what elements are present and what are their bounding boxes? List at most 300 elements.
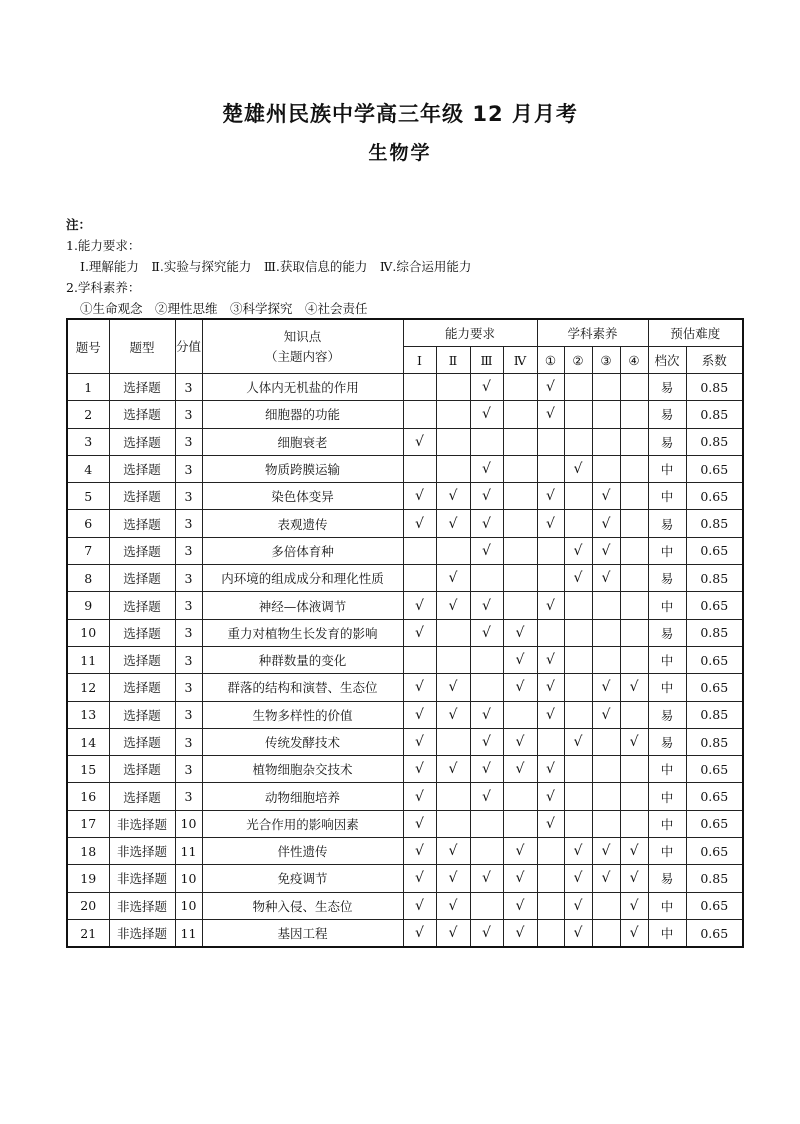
ability-mark-3: √	[470, 756, 503, 783]
literacy-mark-4	[620, 455, 648, 482]
row-level: 中	[648, 892, 686, 919]
row-score: 3	[175, 701, 202, 728]
ability-mark-3: √	[470, 783, 503, 810]
ability-mark-1	[403, 455, 436, 482]
ability-mark-2: √	[436, 592, 470, 619]
row-type: 选择题	[109, 401, 175, 428]
table-row	[67, 810, 743, 837]
ability-mark-3	[470, 810, 503, 837]
ability-mark-4	[503, 428, 537, 455]
ability-mark-2	[436, 401, 470, 428]
header-literacy-3: ③	[592, 347, 620, 374]
ability-list: Ⅰ.理解能力 Ⅱ.实验与探究能力 Ⅲ.获取信息的能力 Ⅳ.综合运用能力	[80, 259, 472, 274]
table-row	[67, 374, 743, 401]
ability-mark-2	[436, 374, 470, 401]
row-num: 14	[67, 728, 109, 755]
literacy-mark-3	[592, 646, 620, 673]
row-score: 3	[175, 619, 202, 646]
ability-mark-2	[436, 455, 470, 482]
literacy-mark-2: √	[564, 455, 592, 482]
notes-block	[66, 214, 471, 319]
literacy-mark-4	[620, 483, 648, 510]
ability-mark-4	[503, 701, 537, 728]
row-coef: 0.65	[686, 783, 743, 810]
ability-mark-1: √	[403, 592, 436, 619]
ability-mark-1	[403, 374, 436, 401]
ability-mark-1: √	[403, 838, 436, 865]
ability-mark-1: √	[403, 783, 436, 810]
row-topic: 神经—体液调节	[202, 592, 403, 619]
row-type: 选择题	[109, 592, 175, 619]
literacy-mark-4	[620, 537, 648, 564]
table-row	[67, 428, 743, 455]
row-type: 选择题	[109, 701, 175, 728]
literacy-mark-2	[564, 483, 592, 510]
table-row	[67, 674, 743, 701]
row-num: 8	[67, 565, 109, 592]
ability-mark-4: √	[503, 919, 537, 947]
table-row	[67, 701, 743, 728]
row-coef: 0.85	[686, 865, 743, 892]
literacy-mark-1: √	[537, 756, 564, 783]
literacy-mark-1	[537, 838, 564, 865]
literacy-mark-4: √	[620, 892, 648, 919]
header-ability-2: Ⅱ	[436, 347, 470, 374]
ability-mark-2	[436, 428, 470, 455]
literacy-mark-3: √	[592, 701, 620, 728]
literacy-mark-3	[592, 783, 620, 810]
row-level: 中	[648, 646, 686, 673]
header-num: 题号	[67, 319, 109, 374]
ability-mark-4	[503, 401, 537, 428]
row-coef: 0.85	[686, 701, 743, 728]
row-type: 选择题	[109, 483, 175, 510]
literacy-mark-4: √	[620, 865, 648, 892]
literacy-mark-1: √	[537, 674, 564, 701]
ability-mark-2: √	[436, 756, 470, 783]
literacy-mark-2	[564, 592, 592, 619]
row-num: 19	[67, 865, 109, 892]
row-topic: 染色体变异	[202, 483, 403, 510]
literacy-mark-4: √	[620, 838, 648, 865]
ability-mark-1: √	[403, 892, 436, 919]
ability-mark-3	[470, 892, 503, 919]
row-score: 3	[175, 674, 202, 701]
ability-mark-4: √	[503, 646, 537, 673]
literacy-mark-1	[537, 892, 564, 919]
literacy-mark-2: √	[564, 838, 592, 865]
row-type: 选择题	[109, 455, 175, 482]
ability-mark-3	[470, 838, 503, 865]
literacy-mark-4	[620, 565, 648, 592]
ability-mark-1: √	[403, 510, 436, 537]
literacy-mark-3	[592, 919, 620, 947]
row-score: 3	[175, 646, 202, 673]
ability-mark-4	[503, 592, 537, 619]
ability-mark-4	[503, 374, 537, 401]
header-topic-line2: （主题内容）	[264, 348, 340, 364]
row-level: 易	[648, 428, 686, 455]
ability-mark-3: √	[470, 592, 503, 619]
ability-mark-3	[470, 674, 503, 701]
row-coef: 0.65	[686, 483, 743, 510]
ability-mark-2	[436, 810, 470, 837]
header-level: 档次	[648, 347, 686, 374]
ability-mark-3	[470, 646, 503, 673]
ability-mark-4	[503, 510, 537, 537]
ability-mark-3: √	[470, 401, 503, 428]
row-type: 选择题	[109, 565, 175, 592]
row-topic: 基因工程	[202, 919, 403, 947]
row-topic: 种群数量的变化	[202, 646, 403, 673]
literacy-mark-1: √	[537, 592, 564, 619]
literacy-mark-3: √	[592, 483, 620, 510]
table-row	[67, 646, 743, 673]
ability-mark-2: √	[436, 483, 470, 510]
row-coef: 0.85	[686, 728, 743, 755]
row-num: 18	[67, 838, 109, 865]
literacy-mark-3: √	[592, 510, 620, 537]
row-score: 3	[175, 537, 202, 564]
header-difficulty: 预估难度	[648, 319, 743, 347]
ability-mark-2: √	[436, 865, 470, 892]
literacy-mark-2	[564, 428, 592, 455]
literacy-mark-4	[620, 646, 648, 673]
row-topic: 免疫调节	[202, 865, 403, 892]
ability-mark-1: √	[403, 674, 436, 701]
table-row	[67, 756, 743, 783]
page-title: 楚雄州民族中学高三年级 12 月月考	[222, 102, 578, 126]
literacy-mark-3	[592, 374, 620, 401]
row-num: 20	[67, 892, 109, 919]
row-num: 11	[67, 646, 109, 673]
literacy-mark-3	[592, 756, 620, 783]
ability-mark-1	[403, 537, 436, 564]
row-topic: 细胞衰老	[202, 428, 403, 455]
table-body	[67, 374, 743, 948]
header-ability-4: Ⅳ	[503, 347, 537, 374]
row-num: 5	[67, 483, 109, 510]
row-level: 中	[648, 756, 686, 783]
ability-mark-4	[503, 537, 537, 564]
literacy-mark-2: √	[564, 565, 592, 592]
row-level: 易	[648, 619, 686, 646]
ability-mark-3: √	[470, 510, 503, 537]
row-num: 2	[67, 401, 109, 428]
literacy-mark-2	[564, 646, 592, 673]
literacy-mark-1	[537, 728, 564, 755]
row-type: 非选择题	[109, 865, 175, 892]
table-row	[67, 455, 743, 482]
ability-mark-4	[503, 483, 537, 510]
literacy-mark-4: √	[620, 728, 648, 755]
literacy-mark-4: √	[620, 919, 648, 947]
row-score: 3	[175, 783, 202, 810]
header-coef: 系数	[686, 347, 743, 374]
literacy-mark-1	[537, 565, 564, 592]
row-score: 11	[175, 838, 202, 865]
header-topic	[202, 319, 403, 374]
table-row	[67, 483, 743, 510]
row-coef: 0.85	[686, 428, 743, 455]
row-level: 中	[648, 810, 686, 837]
row-type: 选择题	[109, 428, 175, 455]
ability-mark-1	[403, 646, 436, 673]
ability-mark-4	[503, 783, 537, 810]
row-num: 12	[67, 674, 109, 701]
row-score: 3	[175, 728, 202, 755]
literacy-mark-4	[620, 374, 648, 401]
ability-mark-2	[436, 783, 470, 810]
ability-mark-3: √	[470, 728, 503, 755]
row-score: 3	[175, 510, 202, 537]
row-level: 易	[648, 510, 686, 537]
ability-heading: 1.能力要求：	[66, 238, 141, 253]
ability-mark-2: √	[436, 510, 470, 537]
subject-title: 生物学	[368, 142, 432, 164]
table-row	[67, 619, 743, 646]
row-score: 10	[175, 865, 202, 892]
literacy-mark-1: √	[537, 510, 564, 537]
literacy-mark-2	[564, 810, 592, 837]
literacy-mark-4	[620, 510, 648, 537]
row-type: 选择题	[109, 619, 175, 646]
literacy-mark-1	[537, 455, 564, 482]
header-literacy-2: ②	[564, 347, 592, 374]
row-num: 4	[67, 455, 109, 482]
header-topic-line1: 知识点	[283, 328, 322, 344]
literacy-mark-2: √	[564, 537, 592, 564]
literacy-mark-1	[537, 619, 564, 646]
row-coef: 0.85	[686, 565, 743, 592]
ability-mark-4: √	[503, 619, 537, 646]
row-coef: 0.65	[686, 592, 743, 619]
row-type: 非选择题	[109, 892, 175, 919]
literacy-mark-4	[620, 783, 648, 810]
ability-mark-2	[436, 537, 470, 564]
row-type: 选择题	[109, 728, 175, 755]
row-topic: 植物细胞杂交技术	[202, 756, 403, 783]
ability-mark-1: √	[403, 701, 436, 728]
row-level: 易	[648, 401, 686, 428]
ability-mark-1	[403, 401, 436, 428]
table-row	[67, 838, 743, 865]
row-score: 3	[175, 592, 202, 619]
ability-mark-4: √	[503, 728, 537, 755]
ability-mark-3: √	[470, 865, 503, 892]
ability-mark-3: √	[470, 919, 503, 947]
row-level: 中	[648, 919, 686, 947]
literacy-mark-1	[537, 919, 564, 947]
literacy-mark-1	[537, 865, 564, 892]
literacy-mark-2: √	[564, 919, 592, 947]
literacy-mark-3: √	[592, 537, 620, 564]
row-level: 中	[648, 838, 686, 865]
row-level: 中	[648, 592, 686, 619]
row-coef: 0.85	[686, 374, 743, 401]
row-topic: 群落的结构和演替、生态位	[202, 674, 403, 701]
row-score: 11	[175, 919, 202, 947]
literacy-mark-1: √	[537, 401, 564, 428]
row-num: 6	[67, 510, 109, 537]
row-topic: 多倍体育种	[202, 537, 403, 564]
row-num: 10	[67, 619, 109, 646]
row-coef: 0.85	[686, 510, 743, 537]
literacy-mark-3	[592, 619, 620, 646]
literacy-mark-4	[620, 428, 648, 455]
row-topic: 生物多样性的价值	[202, 701, 403, 728]
row-score: 3	[175, 428, 202, 455]
exam-spec-table	[66, 318, 744, 948]
ability-mark-1: √	[403, 865, 436, 892]
row-num: 13	[67, 701, 109, 728]
row-type: 非选择题	[109, 919, 175, 947]
row-level: 中	[648, 783, 686, 810]
row-score: 3	[175, 756, 202, 783]
ability-mark-4	[503, 810, 537, 837]
ability-mark-1: √	[403, 483, 436, 510]
row-level: 中	[648, 455, 686, 482]
ability-mark-3	[470, 428, 503, 455]
literacy-mark-4: √	[620, 674, 648, 701]
table-row	[67, 783, 743, 810]
ability-mark-4	[503, 565, 537, 592]
row-topic: 物种入侵、生态位	[202, 892, 403, 919]
row-type: 选择题	[109, 783, 175, 810]
row-coef: 0.85	[686, 401, 743, 428]
literacy-mark-4	[620, 619, 648, 646]
row-coef: 0.65	[686, 537, 743, 564]
literacy-mark-3: √	[592, 674, 620, 701]
literacy-mark-3	[592, 892, 620, 919]
ability-mark-3: √	[470, 537, 503, 564]
row-type: 选择题	[109, 510, 175, 537]
row-topic: 物质跨膜运输	[202, 455, 403, 482]
row-level: 易	[648, 865, 686, 892]
row-coef: 0.65	[686, 892, 743, 919]
row-score: 10	[175, 892, 202, 919]
literacy-mark-3: √	[592, 838, 620, 865]
literacy-mark-3	[592, 401, 620, 428]
literacy-mark-1: √	[537, 374, 564, 401]
row-coef: 0.65	[686, 674, 743, 701]
row-topic: 动物细胞培养	[202, 783, 403, 810]
row-score: 3	[175, 455, 202, 482]
ability-mark-4: √	[503, 674, 537, 701]
literacy-mark-1: √	[537, 810, 564, 837]
ability-mark-1: √	[403, 728, 436, 755]
row-coef: 0.65	[686, 455, 743, 482]
row-num: 1	[67, 374, 109, 401]
row-num: 15	[67, 756, 109, 783]
literacy-mark-3: √	[592, 865, 620, 892]
row-coef: 0.65	[686, 810, 743, 837]
ability-mark-4	[503, 455, 537, 482]
row-score: 3	[175, 483, 202, 510]
row-type: 选择题	[109, 646, 175, 673]
table-row	[67, 510, 743, 537]
ability-mark-3: √	[470, 483, 503, 510]
ability-mark-2	[436, 728, 470, 755]
header-type: 题型	[109, 319, 175, 374]
header-ability: 能力要求	[403, 319, 537, 347]
ability-mark-1: √	[403, 810, 436, 837]
row-score: 3	[175, 565, 202, 592]
ability-mark-1	[403, 565, 436, 592]
ability-mark-3: √	[470, 455, 503, 482]
row-type: 选择题	[109, 674, 175, 701]
row-level: 易	[648, 565, 686, 592]
row-level: 易	[648, 374, 686, 401]
row-topic: 伴性遗传	[202, 838, 403, 865]
table-row	[67, 592, 743, 619]
ability-mark-3	[470, 565, 503, 592]
ability-mark-4: √	[503, 838, 537, 865]
literacy-mark-1: √	[537, 646, 564, 673]
ability-mark-2	[436, 619, 470, 646]
literacy-mark-2	[564, 701, 592, 728]
literacy-list: ①生命观念 ②理性思维 ③科学探究 ④社会责任	[80, 301, 368, 316]
row-coef: 0.85	[686, 619, 743, 646]
row-num: 17	[67, 810, 109, 837]
literacy-mark-4	[620, 701, 648, 728]
table-row	[67, 565, 743, 592]
table-row	[67, 401, 743, 428]
literacy-mark-2	[564, 783, 592, 810]
header-ability-3: Ⅲ	[470, 347, 503, 374]
table-row	[67, 537, 743, 564]
header-ability-1: Ⅰ	[403, 347, 436, 374]
ability-mark-2: √	[436, 701, 470, 728]
ability-mark-2: √	[436, 892, 470, 919]
literacy-mark-4	[620, 756, 648, 783]
ability-mark-1: √	[403, 919, 436, 947]
header-literacy: 学科素养	[537, 319, 648, 347]
ability-mark-1: √	[403, 428, 436, 455]
ability-mark-4: √	[503, 892, 537, 919]
row-level: 易	[648, 701, 686, 728]
row-level: 中	[648, 674, 686, 701]
row-topic: 光合作用的影响因素	[202, 810, 403, 837]
literacy-mark-2: √	[564, 865, 592, 892]
literacy-mark-1	[537, 537, 564, 564]
literacy-mark-2	[564, 674, 592, 701]
row-type: 选择题	[109, 756, 175, 783]
literacy-heading: 2.学科素养：	[66, 280, 141, 295]
literacy-mark-1: √	[537, 483, 564, 510]
literacy-mark-2: √	[564, 728, 592, 755]
header-score: 分值	[175, 319, 202, 374]
ability-mark-2	[436, 646, 470, 673]
row-coef: 0.65	[686, 838, 743, 865]
row-type: 非选择题	[109, 810, 175, 837]
row-coef: 0.65	[686, 756, 743, 783]
row-num: 16	[67, 783, 109, 810]
ability-mark-1: √	[403, 756, 436, 783]
row-topic: 传统发酵技术	[202, 728, 403, 755]
literacy-mark-2	[564, 401, 592, 428]
table-row	[67, 919, 743, 947]
table-row	[67, 728, 743, 755]
literacy-mark-3	[592, 592, 620, 619]
row-coef: 0.65	[686, 646, 743, 673]
row-topic: 表观遗传	[202, 510, 403, 537]
header-literacy-1: ①	[537, 347, 564, 374]
row-topic: 细胞器的功能	[202, 401, 403, 428]
literacy-mark-3	[592, 428, 620, 455]
row-num: 3	[67, 428, 109, 455]
literacy-mark-3: √	[592, 565, 620, 592]
